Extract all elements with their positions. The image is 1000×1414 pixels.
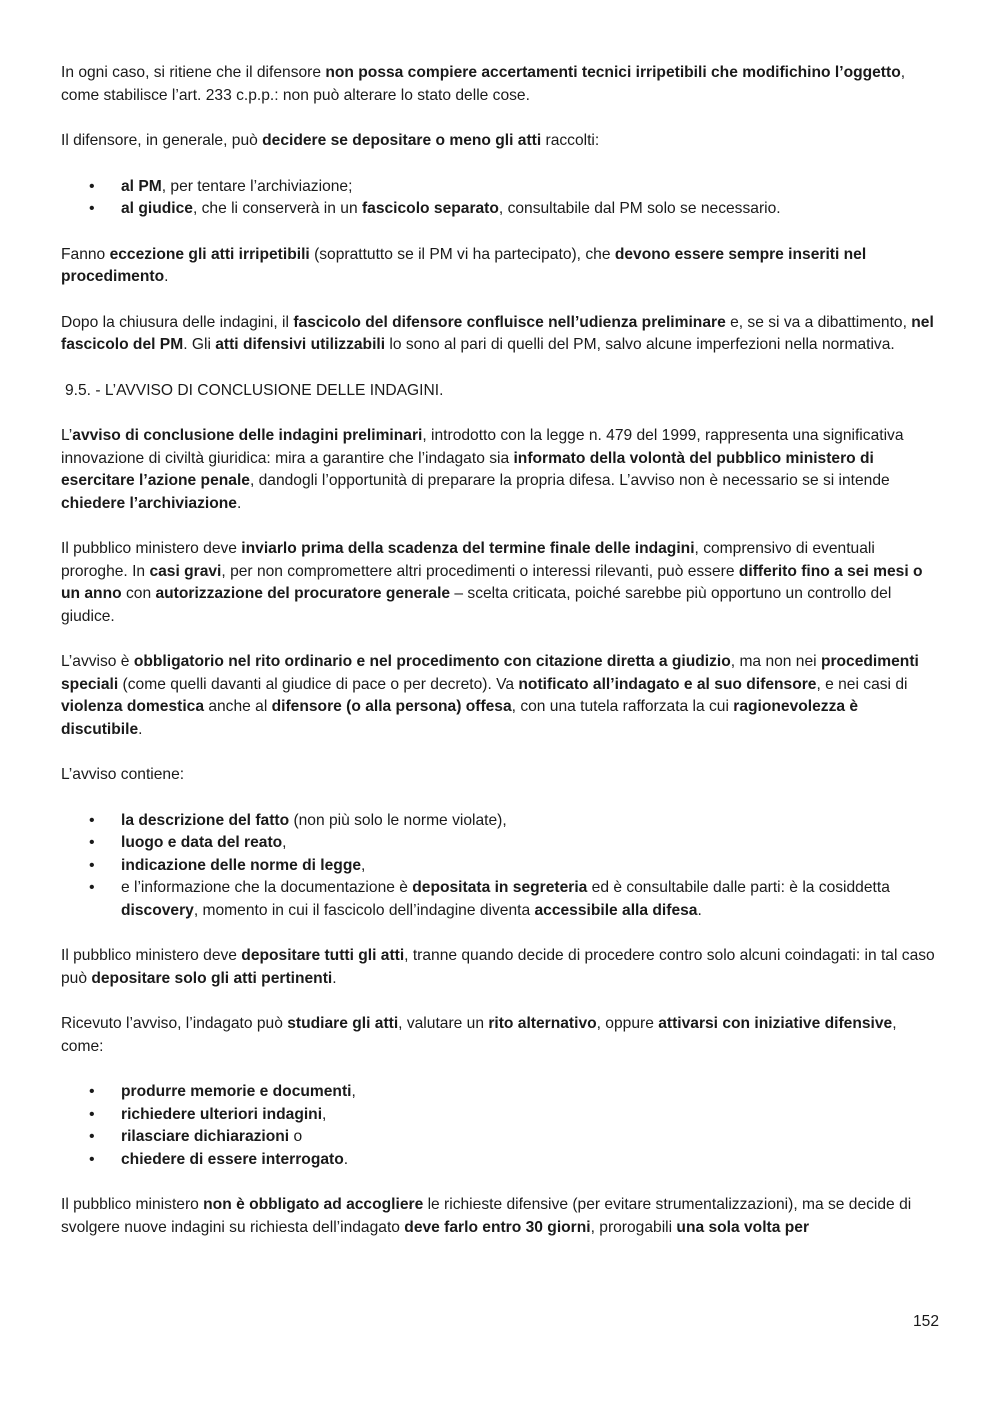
- text-run: , come stabilisce l’art. 233 c.p.p.: non può alterare lo stato delle cose.: [61, 64, 906, 104]
- text-run: . Gli: [183, 336, 216, 353]
- text-run: L’: [61, 427, 73, 444]
- bold-text: chiedere di essere interrogato: [121, 1150, 344, 1168]
- list-item: [61, 198, 941, 221]
- text-run: – scelta criticata, poiché sarebbe più opportuno un controllo del giudice.: [61, 585, 892, 625]
- bold-text: differito fino a sei mesi o un anno: [61, 562, 923, 602]
- bold-text: studiare gli atti: [287, 1015, 399, 1032]
- bold-text: accessibile alla difesa: [534, 901, 698, 919]
- list-item: [61, 855, 941, 878]
- bold-text: depositare solo gli atti pertinenti: [91, 969, 333, 987]
- text-run: , valutare un: [398, 1015, 489, 1032]
- bold-text: obbligatorio nel rito ordinario e nel procedimento con citazione diretta a giudizio: [133, 653, 731, 670]
- text-run: le richieste difensive (per evitare strumentalizzazioni), ma se decide di svolgere nuove indagini su richiesta dell’indagato: [61, 1196, 912, 1236]
- text-run: Il pubblico ministero deve: [61, 947, 242, 964]
- text-run: (soprattutto se il PM vi ha partecipato), che: [309, 245, 615, 263]
- text-run: e l’informazione che la documentazione è: [121, 879, 413, 896]
- bold-text: non è obbligato ad accogliere: [203, 1196, 424, 1213]
- bold-text: una sola volta per: [676, 1218, 810, 1236]
- text-run: ,: [322, 1105, 327, 1123]
- bold-text: inviarlo prima della scadenza del termine finale delle indagini: [241, 540, 695, 557]
- text-run: , consultabile dal PM solo se necessario.: [498, 200, 781, 217]
- text-run: .: [164, 268, 169, 285]
- text-run: , per non compromettere altri procedimenti o interessi rilevanti, può essere: [221, 562, 739, 580]
- bold-text: al giudice: [121, 200, 193, 217]
- bold-text: eccezione gli atti irripetibili: [109, 245, 310, 263]
- text-run: , che li conserverà in un: [192, 200, 362, 217]
- text-run: L’avviso contiene:: [61, 766, 185, 783]
- bold-text: decidere se depositare o meno gli atti: [262, 132, 542, 149]
- text-run: , tranne quando decide di procedere contro solo alcuni coindagati: in tal caso può: [61, 947, 935, 987]
- paragraph: [61, 1013, 941, 1058]
- list-item: [61, 832, 941, 855]
- text-run: , dandogli l’opportunità di preparare la propria difesa. L’avviso non è necessario se si intende: [249, 472, 890, 489]
- text-run: Ricevuto l’avviso, l’indagato può: [61, 1015, 288, 1032]
- text-run: Fanno: [61, 245, 110, 263]
- text-run: L’avviso è: [61, 653, 134, 670]
- text-run: ed è consultabile dalle parti: è la cosiddetta: [587, 879, 890, 896]
- bold-text: nel fascicolo del PM: [61, 313, 934, 353]
- paragraph: [61, 764, 941, 787]
- page-number: 152: [912, 1313, 939, 1330]
- bold-text: chiedere l’archiviazione: [61, 494, 237, 512]
- paragraph: [61, 312, 941, 357]
- bullet-list: [61, 810, 941, 923]
- text-run: , come:: [61, 1015, 897, 1055]
- text-run: Il pubblico ministero deve: [61, 540, 242, 557]
- bold-text: avviso di conclusione delle indagini preliminari: [72, 427, 423, 444]
- paragraph: [61, 62, 941, 107]
- text-run: , prorogabili: [590, 1218, 677, 1236]
- paragraph: [61, 425, 941, 515]
- text-run: , e nei casi di: [816, 675, 908, 693]
- text-run: , per tentare l’archiviazione;: [161, 177, 353, 195]
- bold-text: rilasciare dichiarazioni: [121, 1128, 290, 1145]
- list-item: [61, 1126, 941, 1149]
- list-item: [61, 810, 941, 833]
- paragraph: [61, 538, 941, 628]
- bold-text: al PM: [121, 177, 162, 195]
- bold-text: depositare tutti gli atti: [241, 947, 405, 964]
- text-run: .: [343, 1150, 349, 1168]
- text-run: , comprensivo di eventuali proroghe. In: [61, 540, 875, 580]
- text-run: ,: [351, 1083, 356, 1100]
- text-run: raccolti:: [541, 132, 600, 149]
- text-run: o: [289, 1128, 303, 1145]
- bold-text: indicazione delle norme di legge: [121, 856, 362, 874]
- bold-text: atti difensivi utilizzabili: [215, 336, 386, 353]
- bold-text: notificato all’indagato e al suo difensore: [518, 675, 817, 693]
- list-item: [61, 176, 941, 199]
- bold-text: ragionevolezza è discutibile: [61, 698, 859, 738]
- bold-text: devono essere sempre inseriti nel procedimento: [61, 245, 867, 285]
- bold-text: autorizzazione del procuratore generale: [155, 585, 451, 602]
- text-run: anche al: [204, 698, 272, 715]
- bold-text: depositata in segreteria: [412, 879, 588, 896]
- text-run: .: [138, 720, 143, 738]
- text-run: .: [236, 494, 242, 512]
- bold-text: non possa compiere accertamenti tecnici irripetibili che modifichino l’oggetto: [325, 64, 901, 81]
- bullet-list: [61, 1081, 941, 1171]
- bold-text: attivarsi con iniziative difensive: [658, 1015, 893, 1032]
- bold-text: casi gravi: [149, 562, 222, 580]
- bold-text: fascicolo separato: [361, 200, 499, 217]
- list-item: [61, 1081, 941, 1104]
- bold-text: fascicolo del difensore confluisce nell’udienza preliminare: [293, 313, 726, 331]
- paragraph: [61, 1194, 941, 1239]
- text-run: , oppure: [596, 1015, 659, 1032]
- text-run: (non più solo le norme violate),: [289, 811, 507, 829]
- bold-text: procedimenti speciali: [61, 653, 919, 693]
- text-run: , introdotto con la legge n. 479 del 1999, rappresenta una significativa innovazione di civiltà giuridica: mira a garantire che l’indagato sia: [61, 427, 904, 467]
- list-item: [61, 1104, 941, 1127]
- text-run: (come quelli davanti al giudice di pace o per decreto). Va: [118, 675, 519, 693]
- text-run: ,: [361, 856, 366, 874]
- text-run: , ma non nei: [730, 653, 821, 670]
- text-run: In ogni caso, si ritiene che il difensore: [61, 64, 326, 81]
- paragraph: [61, 945, 941, 990]
- bold-text: difensore (o alla persona) offesa: [271, 698, 512, 715]
- bold-text: produrre memorie e documenti: [121, 1083, 352, 1100]
- text-run: , con una tutela rafforzata la cui: [511, 698, 734, 715]
- paragraph: [61, 651, 941, 741]
- text-run: Il pubblico ministero: [61, 1196, 204, 1213]
- bold-text: violenza domestica: [61, 698, 204, 715]
- text-run: ,: [282, 834, 287, 851]
- text-run: 9.5. - L’AVVISO DI CONCLUSIONE DELLE INDAGINI.: [65, 381, 444, 399]
- bold-text: informato della volontà del pubblico ministero di esercitare l’azione penale: [61, 449, 874, 489]
- bold-text: la descrizione del fatto: [121, 811, 290, 829]
- section-heading: [65, 380, 941, 403]
- list-item: [61, 877, 941, 922]
- text-run: Il difensore, in generale, può: [61, 132, 263, 149]
- text-run: , momento in cui il fascicolo dell’indagine diventa: [193, 901, 535, 919]
- bold-text: rito alternativo: [488, 1015, 597, 1032]
- bold-text: discovery: [121, 901, 194, 919]
- text-run: e, se si va a dibattimento,: [725, 313, 912, 331]
- text-run: lo sono al pari di quelli del PM, salvo alcune imperfezioni nella normativa.: [385, 336, 895, 353]
- bold-text: deve farlo entro 30 giorni: [404, 1218, 591, 1236]
- paragraph: [61, 244, 941, 289]
- text-run: Dopo la chiusura delle indagini, il: [61, 313, 294, 331]
- paragraph: [61, 130, 941, 153]
- list-item: [61, 1149, 941, 1172]
- text-run: con: [121, 585, 156, 602]
- bullet-list: [61, 176, 941, 221]
- bold-text: luogo e data del reato: [121, 834, 283, 851]
- text-run: .: [697, 901, 702, 919]
- text-run: .: [332, 969, 337, 987]
- document-body: [61, 62, 941, 1262]
- bold-text: richiedere ulteriori indagini: [121, 1105, 323, 1123]
